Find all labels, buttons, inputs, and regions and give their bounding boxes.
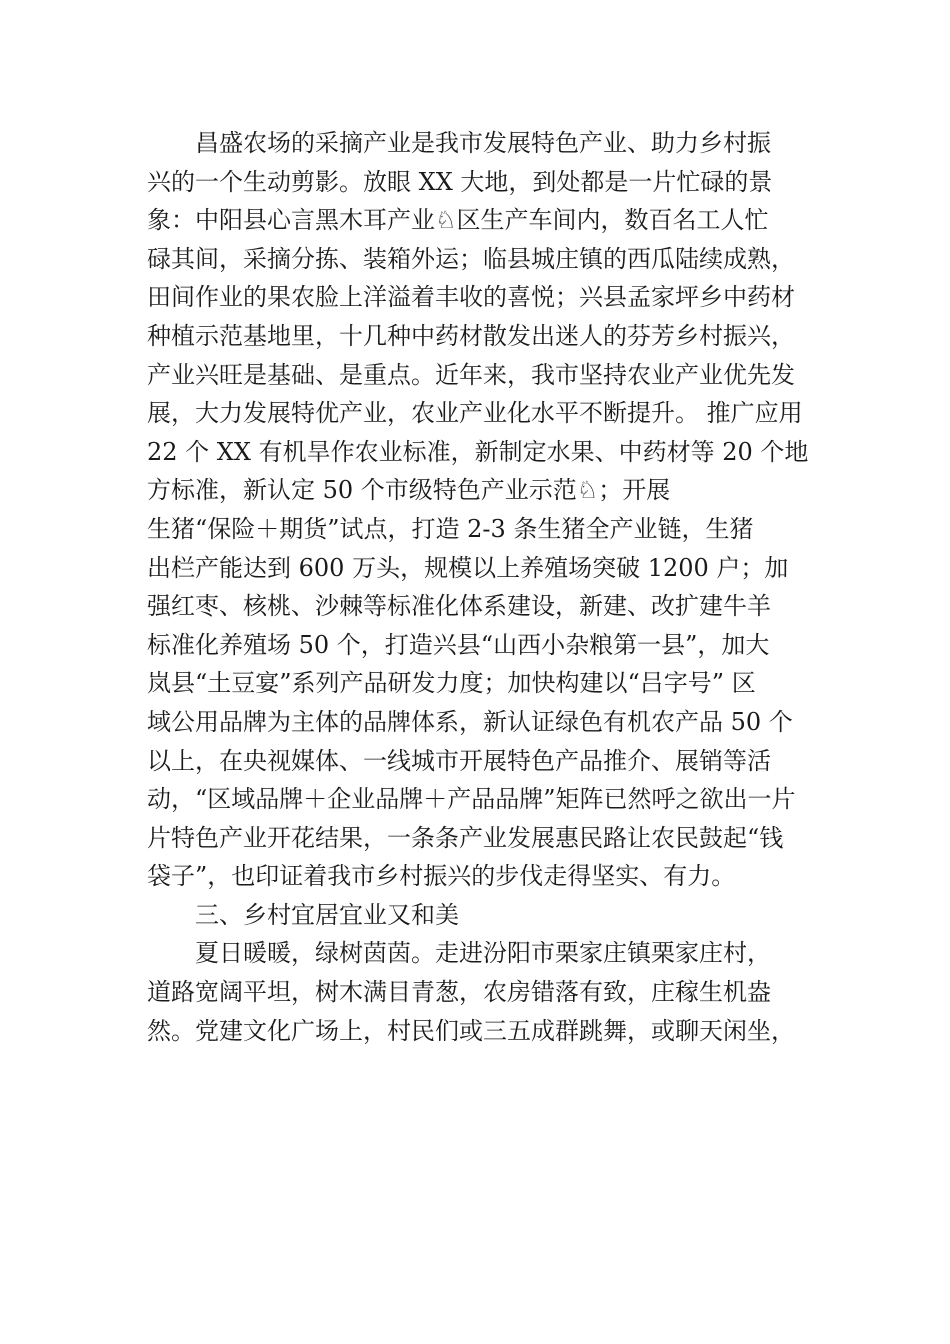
text-line: 域公用品牌为主体的品牌体系，新认证绿色有机农产品 50 个 xyxy=(147,707,793,736)
text-line: 方标准，新认定 50 个市级特色产业示范♘；开展 xyxy=(147,476,671,505)
text-line: 昌盛农场的采摘产业是我市发展特色产业、助力乡村振 xyxy=(195,129,771,157)
text-line: 然。党建文化广场上，村民们或三五成群跳舞，或聊天闲坐， xyxy=(147,1016,795,1045)
text-line: 种植示范基地里，十几种中药材散发出迷人的芬芳乡村振兴， xyxy=(147,321,795,350)
text-line: 标准化养殖场 50 个，打造兴县“山西小杂粮第一县”，加大 xyxy=(147,630,770,659)
text-line: 生猪“保险＋期货”试点，打造 2-3 条生猪全产业链，生猪 xyxy=(147,514,754,543)
text-line: 以上，在央视媒体、一线城市开展特色产品推介、展销等活 xyxy=(147,746,771,775)
text-line: 产业兴旺是基础、是重点。近年来，我市坚持农业产业优先发 xyxy=(147,360,795,389)
body-text xyxy=(147,124,827,1050)
text-line: 片特色产业开花结果，一条条产业发展惠民路让农民鼓起“钱 xyxy=(147,823,784,852)
text-line: 兴的一个生动剪影。放眼 XX 大地，到处都是一片忙碌的景 xyxy=(147,167,773,196)
text-line: 袋子”，也印证着我市乡村振兴的步伐走得坚实、有力。 xyxy=(147,862,736,891)
text-line: 22 个 XX 有机旱作农业标准，新制定水果、中药材等 20 个地 xyxy=(147,437,809,466)
text-line: 碌其间，采摘分拣、装箱外运；临县城庄镇的西瓜陆续成熟， xyxy=(147,244,795,273)
text-line: 道路宽阔平坦，树木满目青葱，农房错落有致，庄稼生机盎 xyxy=(147,978,771,1007)
text-line: 强红枣、核桃、沙棘等标准化体系建设，新建、改扩建牛羊 xyxy=(147,592,771,621)
text-line: 出栏产能达到 600 万头，规模以上养殖场突破 1200 户；加 xyxy=(147,553,789,582)
text-line: 夏日暖暖，绿树茵茵。走进汾阳市栗家庄镇栗家庄村， xyxy=(195,939,771,968)
text-line: 展，大力发展特优产业，农业产业化水平不断提升。 推广应用 xyxy=(147,399,803,428)
text-line: 动，“区域品牌＋企业品牌＋产品品牌”矩阵已然呼之欲出一片 xyxy=(147,785,796,814)
text-line: 岚县“土豆宴”系列产品研发力度；加快构建以“吕字号” 区 xyxy=(147,669,756,698)
text-line: 田间作业的果农脸上洋溢着丰收的喜悦；兴县孟家坪乡中药材 xyxy=(147,283,795,312)
section-heading: 三、乡村宜居宜业又和美 xyxy=(195,900,459,929)
text-line: 象：中阳县心言黑木耳产业♘区生产车间内，数百名工人忙 xyxy=(147,206,769,235)
